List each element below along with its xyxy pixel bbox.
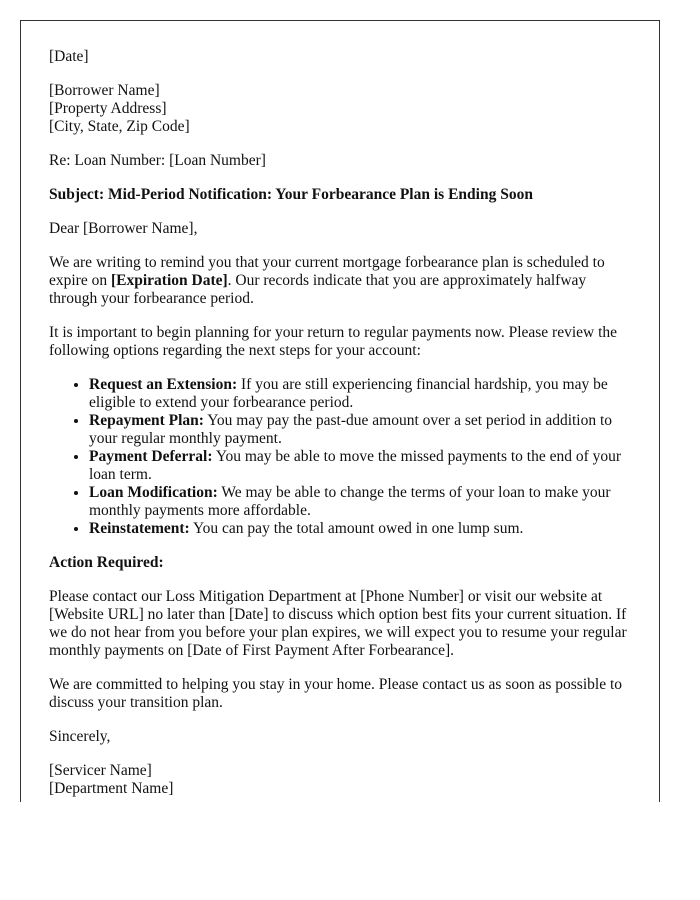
list-item: • Repayment Plan: You may pay the past-due amount over a set period in addition to your regular monthly payment. xyxy=(89,412,631,448)
property-address: [Property Address] xyxy=(49,100,167,117)
signature-block xyxy=(49,762,631,798)
list-item: • Loan Modification: We may be able to change the terms of your loan to make your monthly payments more affordable. xyxy=(89,484,631,520)
re-line: Re: Loan Number: [Loan Number] xyxy=(49,152,266,169)
date: [Date] xyxy=(49,48,89,65)
letter-page xyxy=(20,20,660,802)
list-item: • Request an Extension: If you are still experiencing financial hardship, you may be eligible to extend your forbearance period. xyxy=(89,376,631,412)
department-name: [Department Name] xyxy=(49,780,174,797)
intro-paragraph: We are writing to remind you that your current mortgage forbearance plan is scheduled to expire on [Expiration Date]. Our records indicate that you are approximately halfway through your forbearance period. xyxy=(49,254,605,307)
recipient-address xyxy=(49,82,631,136)
list-item: • Payment Deferral: You may be able to move the missed payments to the end of your loan term. xyxy=(89,448,631,484)
salutation: Dear [Borrower Name], xyxy=(49,220,198,237)
city-state-zip: [City, State, Zip Code] xyxy=(49,118,190,135)
action-heading: Action Required: xyxy=(49,554,164,571)
closing: Sincerely, xyxy=(49,728,111,745)
list-item: • Reinstatement: You can pay the total amount owed in one lump sum. xyxy=(89,520,631,538)
servicer-name: [Servicer Name] xyxy=(49,762,152,779)
planning-paragraph: It is important to begin planning for your return to regular payments now. Please review the following options regarding the next steps for your account: xyxy=(49,324,618,359)
expiration-date: [Expiration Date] xyxy=(110,272,228,289)
options-list xyxy=(49,376,631,538)
action-paragraph: Please contact our Loss Mitigation Department at [Phone Number] or visit our website at [Website URL] no later than [Date] to discuss which option best fits your current situation. If we do not hear from you before your plan expires, we will expect you to resume your regular monthly payments on [Date of First Payment After Forbearance]. xyxy=(49,588,627,659)
subject-line: Subject: Mid-Period Notification: Your Forbearance Plan is Ending Soon xyxy=(49,186,533,203)
commitment-paragraph: We are committed to helping you stay in your home. Please contact us as soon as possible to discuss your transition plan. xyxy=(49,676,623,711)
borrower-name: [Borrower Name] xyxy=(49,82,160,99)
